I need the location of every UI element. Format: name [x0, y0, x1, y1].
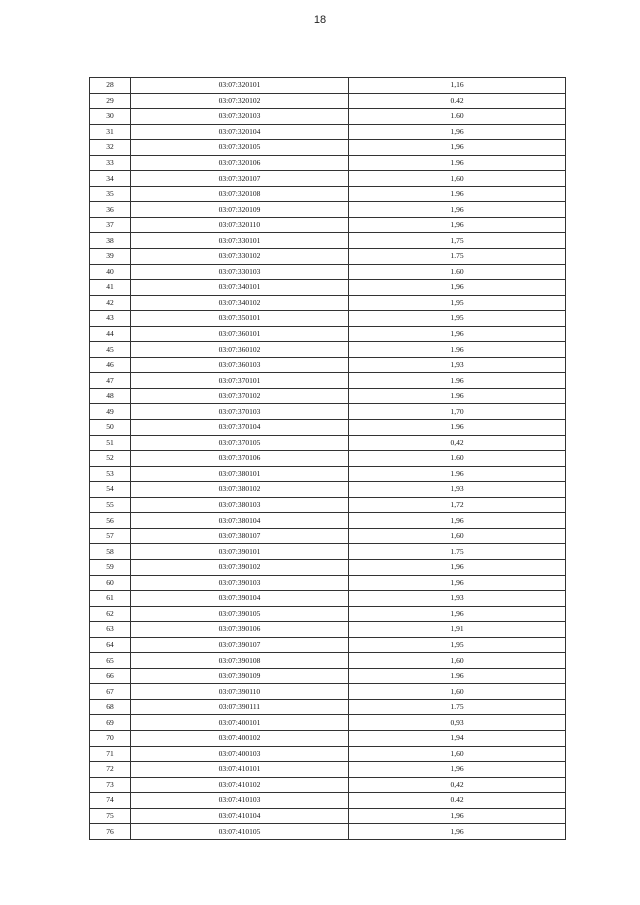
row-number-cell: 41	[90, 280, 131, 296]
table-row	[90, 264, 566, 280]
table-row	[90, 249, 566, 265]
cadastral-number-cell: 03:07:370106	[131, 451, 349, 467]
table-row	[90, 730, 566, 746]
value-cell: 1,94	[349, 730, 566, 746]
table-row	[90, 466, 566, 482]
table-row	[90, 186, 566, 202]
value-cell: 1.96	[349, 186, 566, 202]
cadastral-number-cell: 03:07:400102	[131, 730, 349, 746]
row-number-cell: 61	[90, 591, 131, 607]
value-cell: 0,42	[349, 435, 566, 451]
row-number-cell: 39	[90, 249, 131, 265]
row-number-cell: 68	[90, 699, 131, 715]
row-number-cell: 49	[90, 404, 131, 420]
table-row	[90, 404, 566, 420]
row-number-cell: 54	[90, 482, 131, 498]
value-cell: 1,96	[349, 762, 566, 778]
table-row	[90, 202, 566, 218]
data-table	[89, 77, 566, 840]
row-number-cell: 57	[90, 528, 131, 544]
value-cell: 1,96	[349, 140, 566, 156]
cadastral-number-cell: 03:07:410102	[131, 777, 349, 793]
row-number-cell: 32	[90, 140, 131, 156]
table-row	[90, 606, 566, 622]
cadastral-number-cell: 03:07:390107	[131, 637, 349, 653]
row-number-cell: 37	[90, 217, 131, 233]
row-number-cell: 31	[90, 124, 131, 140]
value-cell: 1.75	[349, 699, 566, 715]
cadastral-number-cell: 03:07:400103	[131, 746, 349, 762]
row-number-cell: 44	[90, 326, 131, 342]
table-row	[90, 715, 566, 731]
row-number-cell: 56	[90, 513, 131, 529]
row-number-cell: 45	[90, 342, 131, 358]
value-cell: 1.96	[349, 668, 566, 684]
value-cell: 1.96	[349, 155, 566, 171]
cadastral-number-cell: 03:07:390106	[131, 622, 349, 638]
table-row	[90, 824, 566, 840]
table-row	[90, 777, 566, 793]
cadastral-number-cell: 03:07:320110	[131, 217, 349, 233]
table-row	[90, 342, 566, 358]
cadastral-number-cell: 03:07:410103	[131, 793, 349, 809]
cadastral-number-cell: 03:07:330101	[131, 233, 349, 249]
value-cell: 1.96	[349, 420, 566, 436]
cadastral-number-cell: 03:07:360101	[131, 326, 349, 342]
value-cell: 1.60	[349, 109, 566, 125]
table-row	[90, 653, 566, 669]
row-number-cell: 46	[90, 357, 131, 373]
row-number-cell: 50	[90, 420, 131, 436]
value-cell: 1,60	[349, 528, 566, 544]
value-cell: 1.60	[349, 264, 566, 280]
value-cell: 1,60	[349, 653, 566, 669]
cadastral-number-cell: 03:07:330102	[131, 249, 349, 265]
value-cell: 0.42	[349, 793, 566, 809]
table-row	[90, 311, 566, 327]
row-number-cell: 48	[90, 388, 131, 404]
cadastral-number-cell: 03:07:390110	[131, 684, 349, 700]
cadastral-number-cell: 03:07:370104	[131, 420, 349, 436]
table-row	[90, 622, 566, 638]
table-row	[90, 591, 566, 607]
table-row	[90, 171, 566, 187]
value-cell: 1.96	[349, 388, 566, 404]
cadastral-number-cell: 03:07:360103	[131, 357, 349, 373]
table-row	[90, 93, 566, 109]
row-number-cell: 66	[90, 668, 131, 684]
value-cell: 1,93	[349, 482, 566, 498]
cadastral-number-cell: 03:07:350101	[131, 311, 349, 327]
table-row	[90, 793, 566, 809]
table-row	[90, 808, 566, 824]
table-row	[90, 155, 566, 171]
value-cell: 1,95	[349, 295, 566, 311]
cadastral-number-cell: 03:07:390111	[131, 699, 349, 715]
row-number-cell: 34	[90, 171, 131, 187]
table-body	[90, 78, 566, 840]
cadastral-number-cell: 03:07:320106	[131, 155, 349, 171]
table-row	[90, 217, 566, 233]
cadastral-number-cell: 03:07:390102	[131, 559, 349, 575]
value-cell: 1,91	[349, 622, 566, 638]
cadastral-number-cell: 03:07:320102	[131, 93, 349, 109]
value-cell: 1,96	[349, 326, 566, 342]
cadastral-number-cell: 03:07:390105	[131, 606, 349, 622]
table-row	[90, 357, 566, 373]
cadastral-number-cell: 03:07:320105	[131, 140, 349, 156]
value-cell: 1,16	[349, 78, 566, 94]
value-cell: 1,96	[349, 217, 566, 233]
row-number-cell: 28	[90, 78, 131, 94]
row-number-cell: 63	[90, 622, 131, 638]
cadastral-number-cell: 03:07:410104	[131, 808, 349, 824]
value-cell: 1,60	[349, 171, 566, 187]
value-cell: 1,60	[349, 746, 566, 762]
table-row	[90, 295, 566, 311]
value-cell: 1,60	[349, 684, 566, 700]
value-cell: 1,96	[349, 808, 566, 824]
row-number-cell: 73	[90, 777, 131, 793]
value-cell: 1,93	[349, 591, 566, 607]
value-cell: 1,70	[349, 404, 566, 420]
row-number-cell: 35	[90, 186, 131, 202]
row-number-cell: 42	[90, 295, 131, 311]
value-cell: 1,96	[349, 124, 566, 140]
row-number-cell: 65	[90, 653, 131, 669]
page-number: 18	[313, 14, 327, 26]
table-row	[90, 373, 566, 389]
value-cell: 0,42	[349, 777, 566, 793]
cadastral-number-cell: 03:07:400101	[131, 715, 349, 731]
cadastral-number-cell: 03:07:390101	[131, 544, 349, 560]
row-number-cell: 47	[90, 373, 131, 389]
cadastral-number-cell: 03:07:380103	[131, 497, 349, 513]
value-cell: 1.96	[349, 342, 566, 358]
row-number-cell: 71	[90, 746, 131, 762]
table-row	[90, 668, 566, 684]
table-row	[90, 233, 566, 249]
cadastral-number-cell: 03:07:380104	[131, 513, 349, 529]
cadastral-number-cell: 03:07:390109	[131, 668, 349, 684]
value-cell: 1.96	[349, 373, 566, 389]
cadastral-number-cell: 03:07:330103	[131, 264, 349, 280]
cadastral-number-cell: 03:07:380102	[131, 482, 349, 498]
row-number-cell: 38	[90, 233, 131, 249]
row-number-cell: 52	[90, 451, 131, 467]
row-number-cell: 60	[90, 575, 131, 591]
row-number-cell: 75	[90, 808, 131, 824]
row-number-cell: 59	[90, 559, 131, 575]
row-number-cell: 29	[90, 93, 131, 109]
value-cell: 1,72	[349, 497, 566, 513]
table-row	[90, 482, 566, 498]
value-cell: 1,95	[349, 637, 566, 653]
table-row	[90, 451, 566, 467]
row-number-cell: 74	[90, 793, 131, 809]
cadastral-number-cell: 03:07:380107	[131, 528, 349, 544]
table-row	[90, 420, 566, 436]
cadastral-number-cell: 03:07:320107	[131, 171, 349, 187]
row-number-cell: 72	[90, 762, 131, 778]
table-row	[90, 78, 566, 94]
table-row	[90, 513, 566, 529]
value-cell: 1.96	[349, 466, 566, 482]
cadastral-number-cell: 03:07:320104	[131, 124, 349, 140]
cadastral-number-cell: 03:07:370105	[131, 435, 349, 451]
value-cell: 1,96	[349, 513, 566, 529]
table-row	[90, 746, 566, 762]
value-cell: 0.42	[349, 93, 566, 109]
value-cell: 0,93	[349, 715, 566, 731]
cadastral-number-cell: 03:07:390103	[131, 575, 349, 591]
cadastral-number-cell: 03:07:390104	[131, 591, 349, 607]
row-number-cell: 36	[90, 202, 131, 218]
table-row	[90, 388, 566, 404]
value-cell: 1,96	[349, 559, 566, 575]
cadastral-number-cell: 03:07:370101	[131, 373, 349, 389]
value-cell: 1,95	[349, 311, 566, 327]
row-number-cell: 51	[90, 435, 131, 451]
value-cell: 1,96	[349, 202, 566, 218]
cadastral-number-cell: 03:07:340102	[131, 295, 349, 311]
row-number-cell: 67	[90, 684, 131, 700]
cadastral-number-cell: 03:07:360102	[131, 342, 349, 358]
row-number-cell: 55	[90, 497, 131, 513]
table-row	[90, 280, 566, 296]
cadastral-number-cell: 03:07:320101	[131, 78, 349, 94]
row-number-cell: 58	[90, 544, 131, 560]
table-row	[90, 528, 566, 544]
cadastral-number-cell: 03:07:340101	[131, 280, 349, 296]
row-number-cell: 43	[90, 311, 131, 327]
table-row	[90, 699, 566, 715]
row-number-cell: 33	[90, 155, 131, 171]
row-number-cell: 64	[90, 637, 131, 653]
row-number-cell: 69	[90, 715, 131, 731]
table-row	[90, 544, 566, 560]
cadastral-number-cell: 03:07:320109	[131, 202, 349, 218]
cadastral-number-cell: 03:07:370102	[131, 388, 349, 404]
value-cell: 1.60	[349, 451, 566, 467]
value-cell: 1,96	[349, 824, 566, 840]
row-number-cell: 62	[90, 606, 131, 622]
row-number-cell: 30	[90, 109, 131, 125]
table-row	[90, 140, 566, 156]
row-number-cell: 76	[90, 824, 131, 840]
value-cell: 1,96	[349, 280, 566, 296]
value-cell: 1.75	[349, 249, 566, 265]
value-cell: 1,96	[349, 606, 566, 622]
table-row	[90, 762, 566, 778]
table-row	[90, 124, 566, 140]
cadastral-number-cell: 03:07:410101	[131, 762, 349, 778]
cadastral-number-cell: 03:07:320103	[131, 109, 349, 125]
cadastral-number-cell: 03:07:380101	[131, 466, 349, 482]
cadastral-number-cell: 03:07:320108	[131, 186, 349, 202]
value-cell: 1,93	[349, 357, 566, 373]
cadastral-number-cell: 03:07:390108	[131, 653, 349, 669]
table-row	[90, 684, 566, 700]
row-number-cell: 53	[90, 466, 131, 482]
value-cell: 1,96	[349, 575, 566, 591]
value-cell: 1.75	[349, 544, 566, 560]
table-row	[90, 326, 566, 342]
table-row	[90, 637, 566, 653]
table-row	[90, 575, 566, 591]
value-cell: 1,75	[349, 233, 566, 249]
table-row	[90, 497, 566, 513]
table-row	[90, 435, 566, 451]
cadastral-number-cell: 03:07:410105	[131, 824, 349, 840]
table-row	[90, 109, 566, 125]
row-number-cell: 40	[90, 264, 131, 280]
cadastral-number-cell: 03:07:370103	[131, 404, 349, 420]
table-row	[90, 559, 566, 575]
row-number-cell: 70	[90, 730, 131, 746]
